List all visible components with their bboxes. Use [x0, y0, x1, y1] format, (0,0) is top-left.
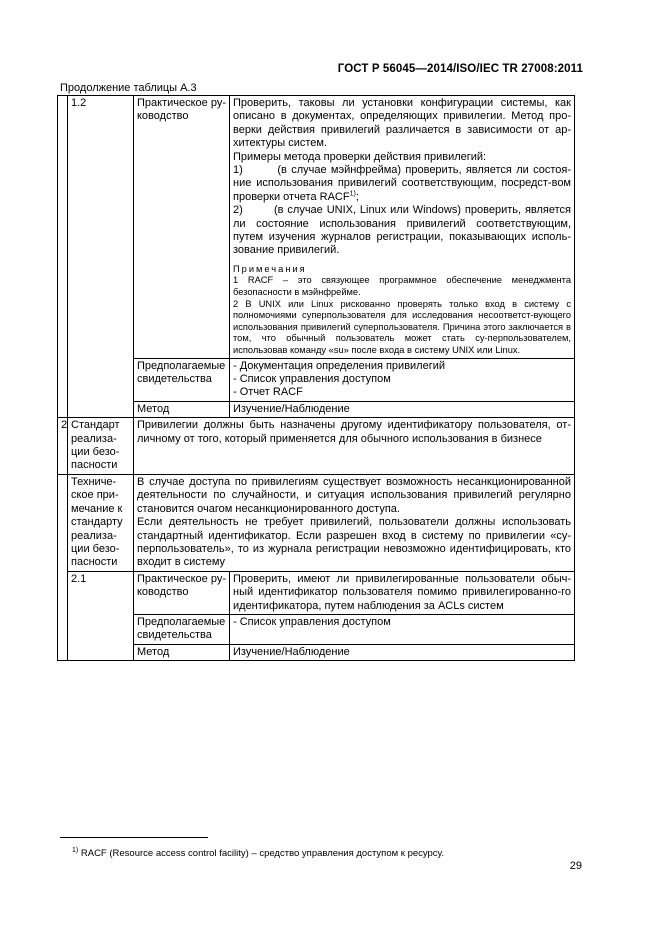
table-row-1-2-evidence — [58, 358, 575, 401]
guidance-paragraph: Проверить, таковы ли установки конфигурации системы, как описано в документах, определяющих привилегии. Метод про-верки действия привилегий различается в зависимости от ар-хитектуры систем. — [233, 97, 571, 150]
example-1-tail: ; — [355, 190, 359, 203]
practical-guidance-label: Практическое ру-ководство — [134, 96, 230, 359]
table-row-2-1-method — [58, 644, 575, 660]
practical-guidance-text: Проверить, имеют ли привилегированные пользователи обыч-ный идентификатор пользователя помимо привилегированно-го идентификатора, путем наблюдения за ACLs систем — [230, 571, 575, 614]
example-1 — [233, 164, 571, 204]
row-number-2-1: 2.1 — [68, 571, 134, 660]
implementation-standard-text: Привилегии должны быть назначены другому идентификатору пользователя, от-личному от того, который применяется для обычного использования в бизнесе — [134, 418, 575, 475]
technical-note-paragraph-1: В случае доступа по привилегиям существует возможность несанкционированной деятельности по случайности, и ситуация использования привилегий регулярно становится очагом несанкционированного доступа. — [137, 475, 571, 515]
evidence-item: - Список управления доступом — [230, 614, 575, 644]
example-1-number: 1) — [233, 164, 243, 177]
technical-note-text — [134, 474, 575, 571]
footnote-text: RACF (Resource access control facility) – средство управления доступом к ресурсу. — [80, 848, 444, 859]
technical-note-label: Техниче-ское при-мечание к стандарту реализа-ции безо-пасности — [68, 474, 134, 571]
evidence-list — [230, 358, 575, 401]
document-standard-header: ГОСТ Р 56045—2014/ISO/IEC TR 27008:2011 — [337, 63, 583, 75]
notes-heading: Примечания — [233, 263, 307, 274]
table-caption: Продолжение таблицы А.3 — [60, 82, 197, 94]
evidence-item: - Документация определения привилегий — [233, 359, 446, 372]
example-2 — [233, 204, 571, 258]
method-value: Изучение/Наблюдение — [230, 644, 575, 660]
table-row-1-2 — [58, 96, 575, 359]
examples-intro: Примеры метода проверки действия привилегий: — [233, 150, 487, 163]
evidence-item: - Список управления доступом — [233, 373, 391, 386]
footnote-separator — [60, 837, 208, 838]
footnote-mark: 1) — [72, 846, 79, 854]
evidence-item: - Отчет RACF — [233, 386, 303, 399]
example-1-text: (в случае мэйнфрейма) проверить, является ли состоя-ние использования привилегий соответствующим, посредст-вом проверки отчета RACF — [233, 164, 571, 203]
footnote — [72, 848, 444, 859]
table-row-2 — [58, 418, 575, 475]
notes-block — [233, 264, 571, 357]
evidence-label: Предполагаемые свидетельства — [134, 358, 230, 401]
implementation-standard-label: Стандарт реализа-ции безо-пасности — [68, 418, 134, 475]
method-value: Изучение/Наблюдение — [230, 401, 575, 417]
empty-number-cell — [58, 474, 68, 660]
technical-note-paragraph-2: Если деятельность не требует привилегий, пользователи должны использовать стандартный идентификатор. Если разрешен вход в систему по привилегии «су-перпользователь», то из журнала регистрации невозможно идентифицировать, кто входит в систему — [137, 516, 571, 569]
method-label: Метод — [134, 401, 230, 417]
practical-guidance-text — [230, 96, 575, 359]
table-row-technical-note — [58, 474, 575, 571]
practical-guidance-label: Практическое ру-ководство — [134, 571, 230, 614]
row-number-1-2: 1.2 — [68, 96, 134, 418]
example-2-text: (в случае UNIX, Linux или Windows) проверить, является ли состояние использования привилегий соответствующим, путем изучения журналов регистрации, показывающих исполь-зование привилегий. — [233, 204, 571, 257]
method-label: Метод — [134, 644, 230, 660]
example-2-number: 2) — [233, 204, 243, 217]
table-row-1-2-method — [58, 401, 575, 417]
note-1: 1 RACF – это связующее программное обеспечение менеджмента безопасности в мэйнфрейме. — [233, 275, 571, 298]
table-row-2-1-evidence — [58, 614, 575, 644]
requirements-table — [57, 95, 575, 661]
footnote-ref: 1) — [349, 190, 356, 198]
empty-number-cell — [58, 96, 68, 418]
note-2: 2 В UNIX или Linux рискованно проверять только вход в систему с полномочиями суперпользователя для исследования несоответст-вующего использования привилегий суперпользователя. Причина этого заключается в том, что обычный пользователь может стать су-перпользователем, использовав команду «su» после входа в систему UNIX или Linux. — [233, 298, 571, 356]
evidence-label: Предполагаемые свидетельства — [134, 614, 230, 644]
page-number: 29 — [569, 860, 582, 872]
row-number-2: 2 — [58, 418, 68, 475]
table-row-2-1 — [58, 571, 575, 614]
